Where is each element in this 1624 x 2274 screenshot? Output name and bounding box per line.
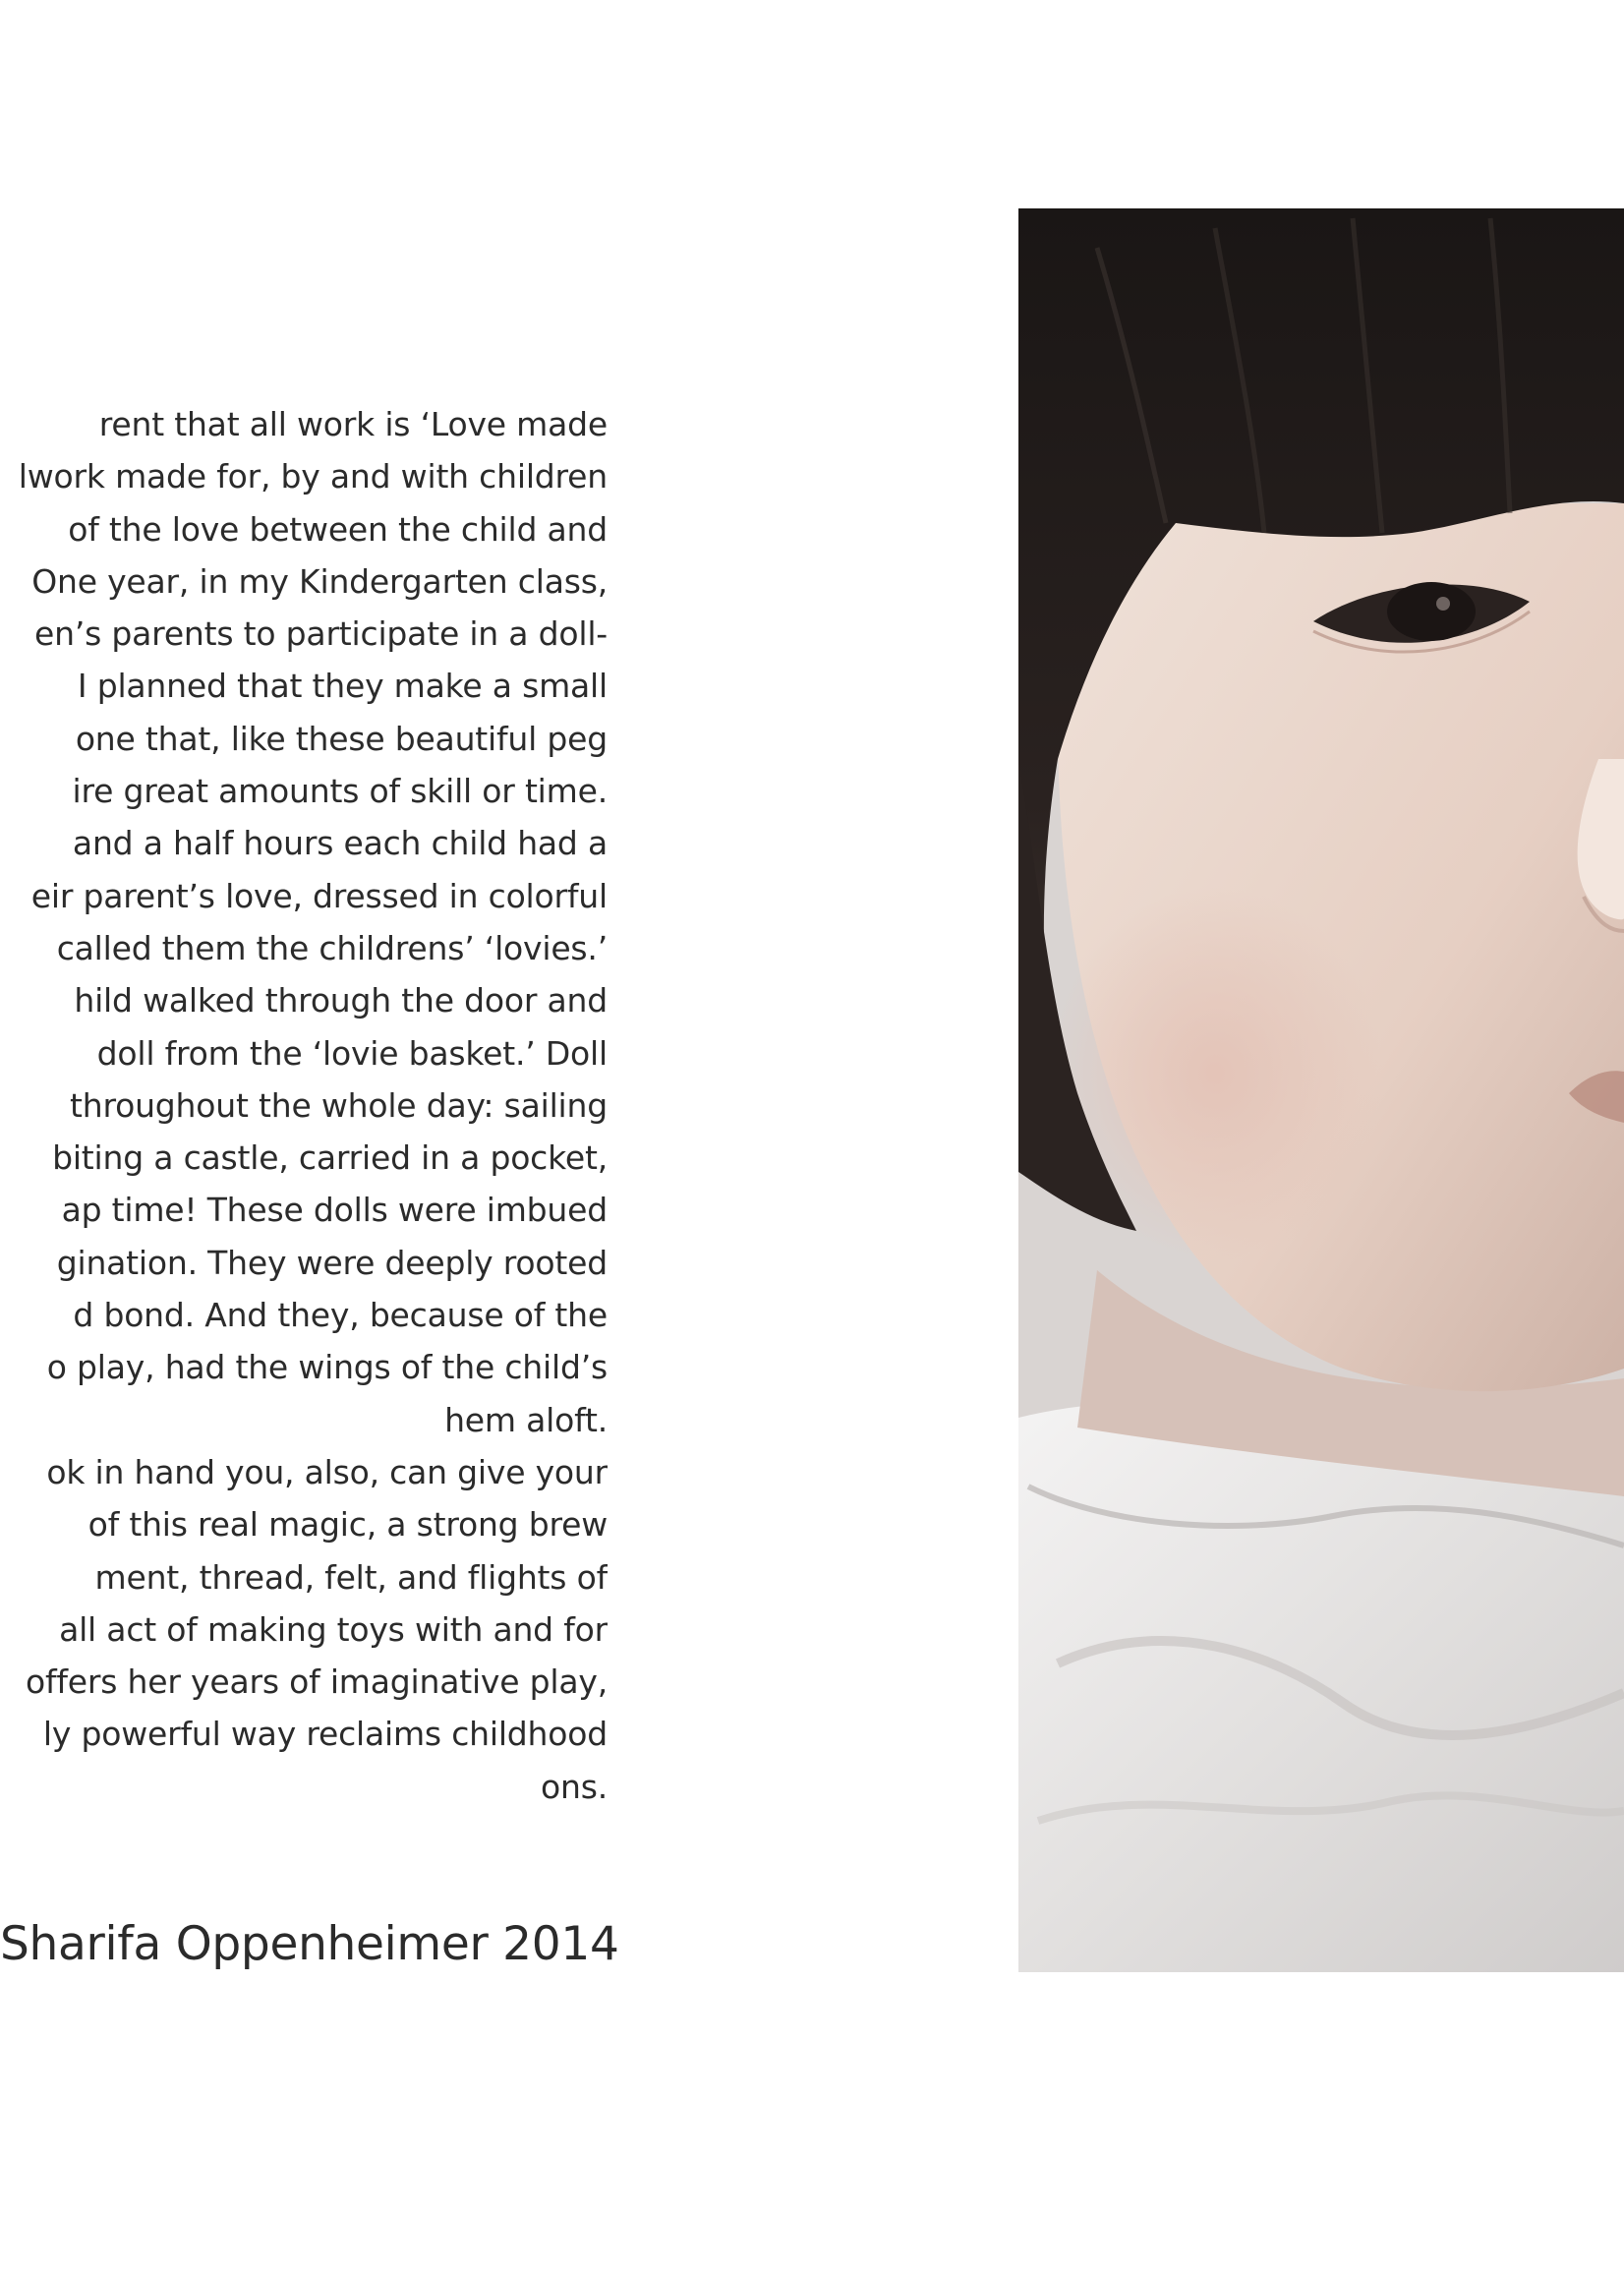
essay-line: ap time! These dolls were imbued	[61, 1191, 608, 1230]
essay-line: gination. They were deeply rooted	[56, 1243, 608, 1282]
essay-line: rent that all work is ‘Love made	[98, 405, 608, 443]
essay-line: called them the childrens’ ‘lovies.’	[56, 928, 608, 967]
essay-line: ire great amounts of skill or time.	[72, 772, 608, 811]
child-portrait-photo	[1018, 208, 1624, 1972]
essay-line: of this real magic, a strong brew	[87, 1505, 608, 1545]
essay-line: lwork made for, by and with children	[18, 457, 608, 496]
essay-line: ly powerful way reclaims childhood	[42, 1715, 608, 1754]
essay-line: ment, thread, felt, and flights of	[94, 1557, 608, 1597]
essay-line: one that, like these beautiful peg	[75, 719, 608, 758]
essay-line: hild walked through the door and	[74, 981, 608, 1020]
essay-line: d bond. And they, because of the	[73, 1296, 608, 1335]
essay-line: hem aloft.	[444, 1400, 608, 1439]
essay-line: ok in hand you, also, can give your	[46, 1452, 608, 1491]
essay-line: en’s parents to participate in a doll-	[34, 614, 608, 654]
essay-line: o play, had the wings of the child’s	[46, 1348, 608, 1387]
essay-line: all act of making toys with and for	[59, 1609, 608, 1649]
essay-line: eir parent’s love, dressed in colorful	[30, 876, 608, 915]
essay-line: ons.	[541, 1767, 608, 1806]
essay-line: offers her years of imaginative play,	[25, 1662, 608, 1702]
author-signature: Sharifa Oppenheimer 2014	[0, 1917, 619, 1971]
essay-line: and a half hours each child had a	[72, 824, 608, 863]
essay-line: doll from the ‘lovie basket.’ Doll	[96, 1033, 608, 1073]
essay-line: One year, in my Kindergarten class,	[31, 561, 608, 601]
essay-line: biting a castle, carried in a pocket,	[52, 1138, 608, 1178]
essay-line: throughout the whole day: sailing	[70, 1085, 608, 1125]
essay-line: I planned that they make a small	[77, 667, 608, 706]
essay-line: of the love between the child and	[68, 509, 608, 549]
essay-text	[0, 398, 608, 1813]
